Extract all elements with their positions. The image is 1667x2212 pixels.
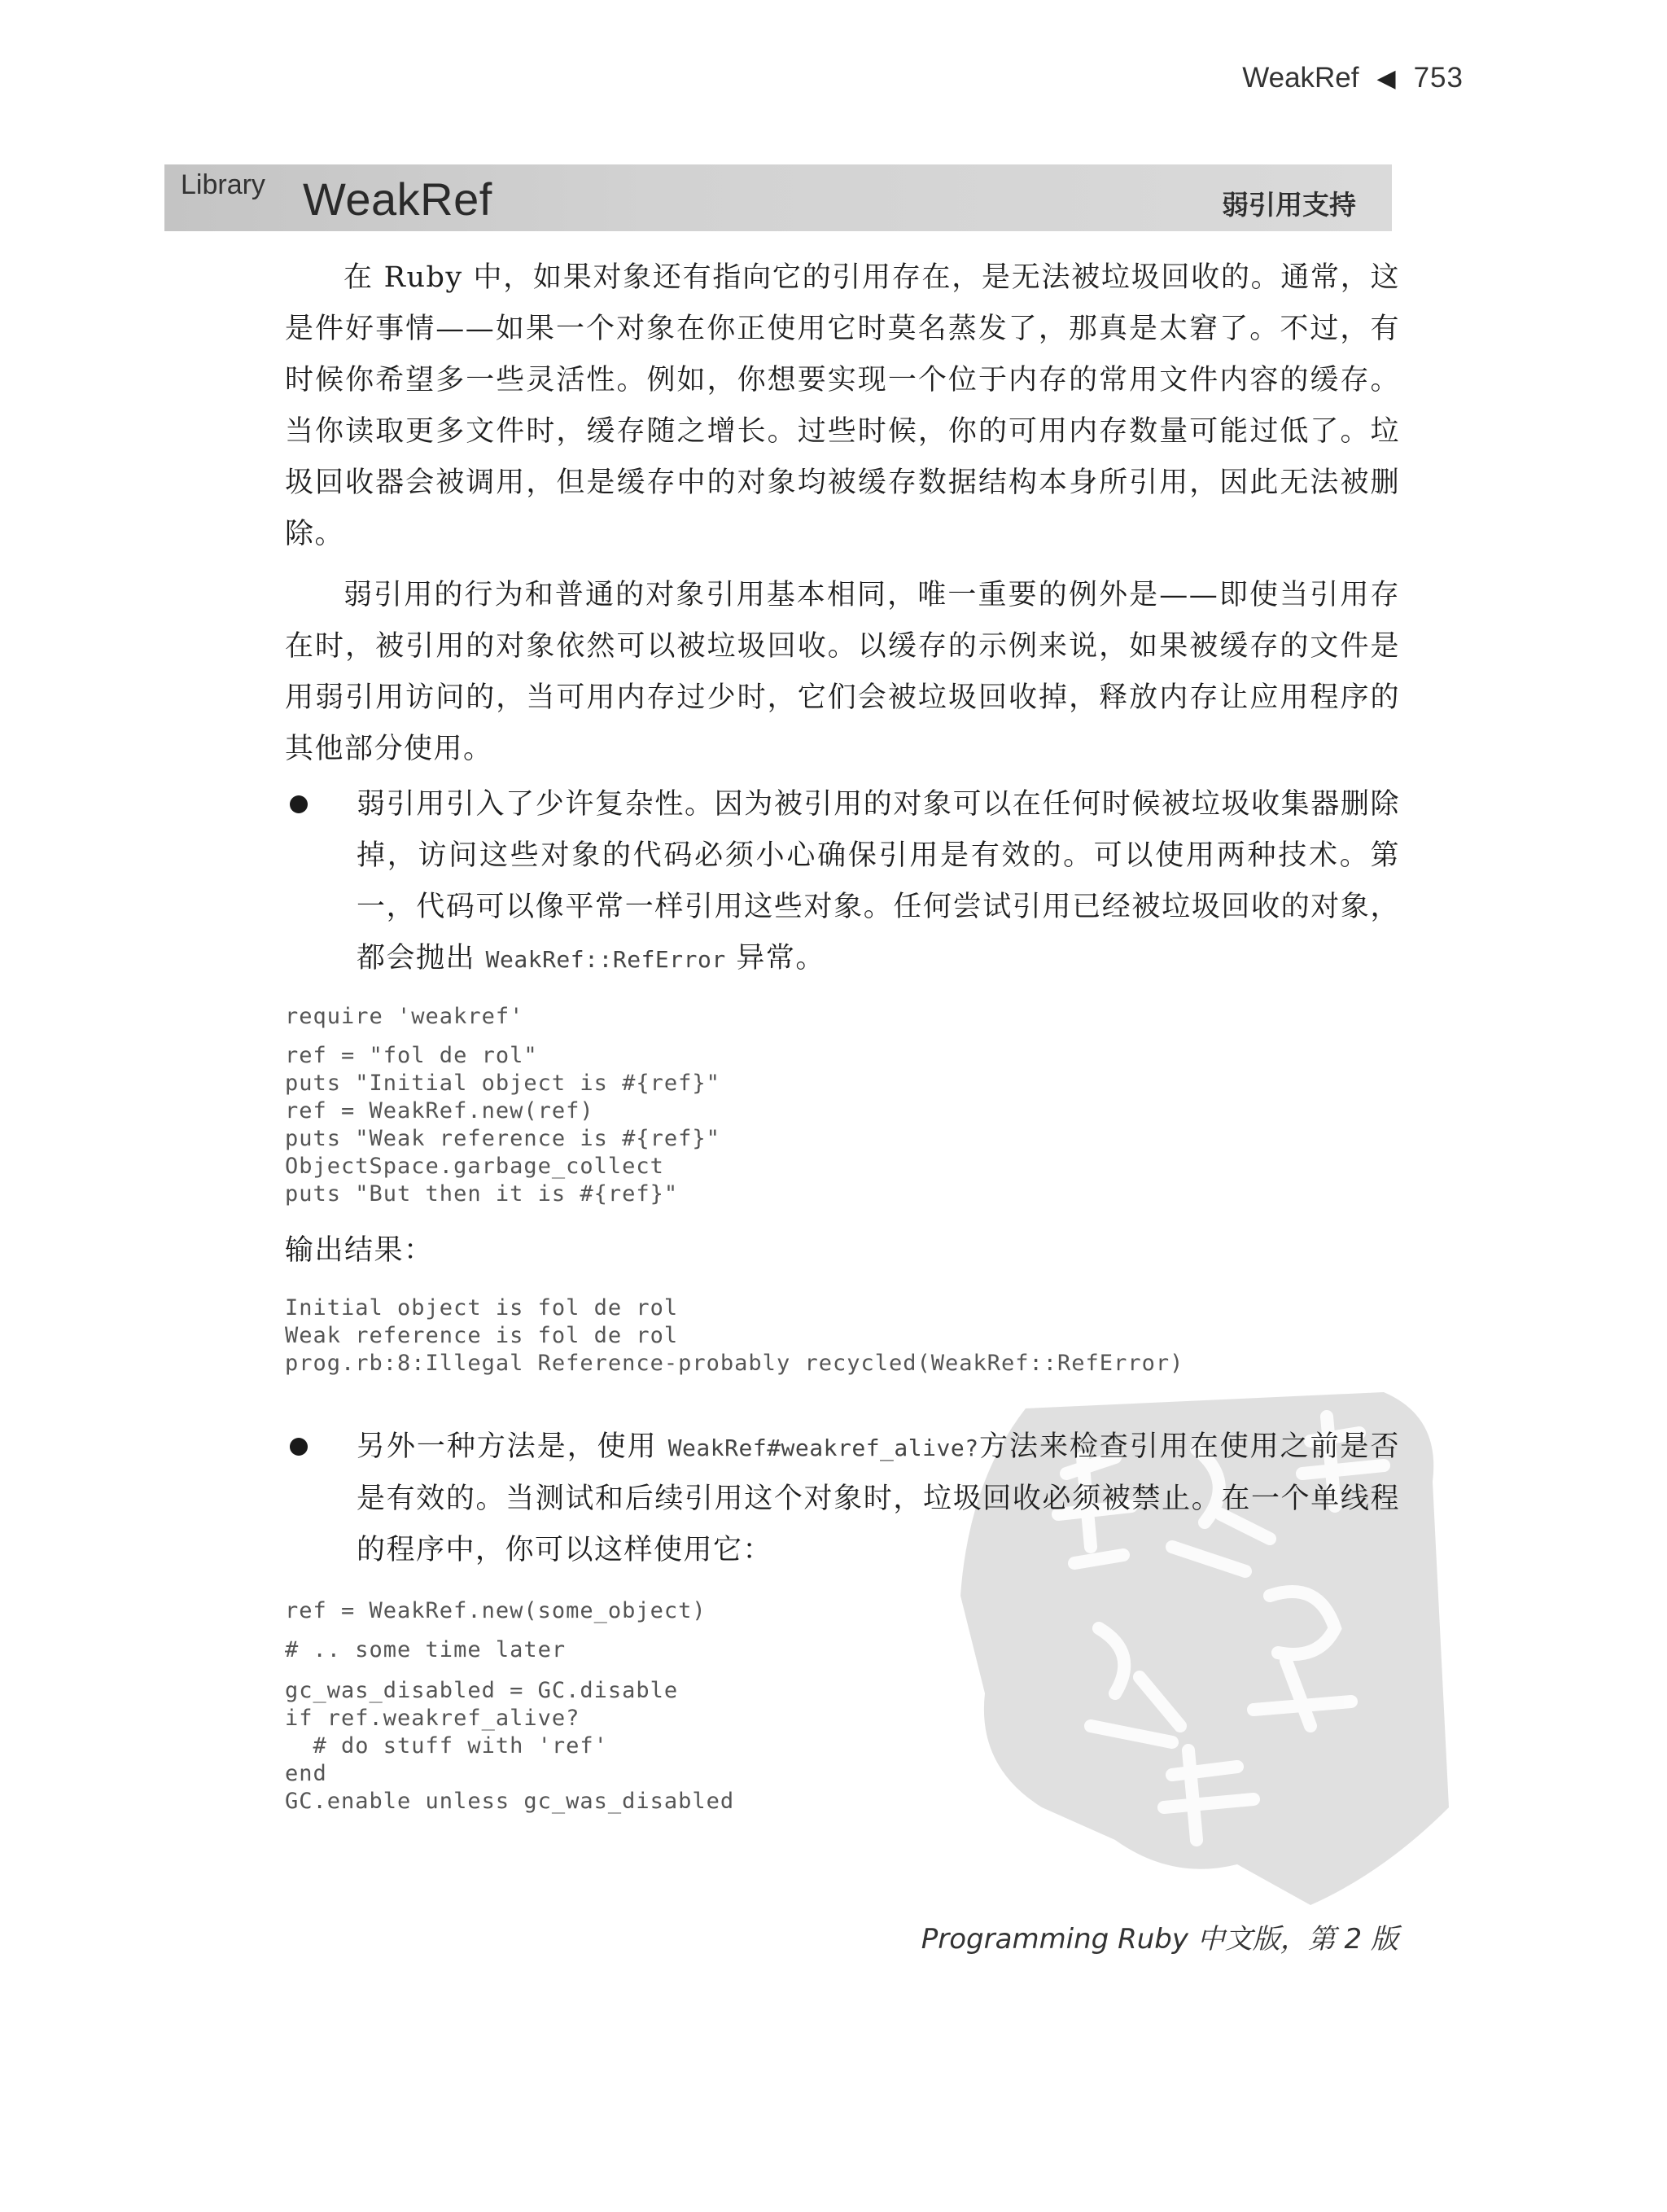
code-require-line: require 'weakref' [285, 1004, 524, 1029]
banner-subtitle: 弱引用支持 [1222, 189, 1356, 221]
bullet-1-text [357, 779, 1400, 985]
code-comment-line: # .. some time later [285, 1637, 567, 1662]
paragraph-2: 弱引用的行为和普通的对象引用基本相同，唯一重要的例外是——即使当引用存在时，被引用的对象依然可以被垃圾回收。以缓存的示例来说，如果被缓存的文件是用弱引用访问的，当可用内存过少时，它们会被垃圾回收掉，释放内存让应用程序的其他部分使用。 [285, 579, 1400, 765]
banner-label: Library [181, 169, 265, 200]
paragraph-1: 在 Ruby 中，如果对象还有指向它的引用存在，是无法被垃圾回收的。通常，这是件好事情——如果一个对象在你正使用它时莫名蒸发了，那真是太窘了。不过，有时候你希望多一些灵活性。例如，你想要实现一个位于内存的常用文件内容的缓存。当你读取更多文件时，缓存随之增长。过些时候，你的可用内存数量可能过低了。垃圾回收器会被调用，但是缓存中的对象均被缓存数据结构本身所引用，因此无法被删除。 [285, 261, 1400, 550]
bullet-icon [290, 795, 308, 813]
output-example-1: Initial object is fol de rol Weak reference is fol de rol prog.rb:8:Illegal Reference-probably recycled(WeakRef::RefError) [285, 1295, 1184, 1376]
running-head-section: WeakRef [1242, 62, 1359, 94]
bullet-1-after: 异常。 [725, 942, 825, 975]
page-number: 753 [1413, 62, 1464, 94]
code-example-1: ref = "fol de rol" puts "Initial object is #{ref}" ref = WeakRef.new(ref) puts "Weak reference is #{ref}" ObjectSpace.garbage_collect puts "But then it is #{ref}" [285, 1043, 720, 1207]
output-label: 输出结果： [285, 1234, 434, 1267]
bullet-2-after: 方法来检查引用在使用之前是否是有效的。当测试和后续引用这个对象时，垃圾回收必须被禁止。在一个单线程的程序中，你可以这样使用它： [357, 1430, 1400, 1566]
bullet-2-text [357, 1421, 1400, 1576]
bullet-1-code: WeakRef::RefError [485, 946, 726, 973]
bullet-1-before: 弱引用引入了少许复杂性。因为被引用的对象可以在任何时候被垃圾收集器删除掉，访问这些对象的代码必须小心确保引用是有效的。可以使用两种技术。第一，代码可以像平常一样引用这些对象。任何尝试引用已经被垃圾回收的对象，都会抛出 [357, 788, 1400, 975]
footer-book-title: Programming Ruby 中文版，第 2 版 [921, 1923, 1398, 1956]
banner-title: WeakRef [303, 173, 492, 225]
bullet-2-code: WeakRef#weakref_alive? [667, 1435, 979, 1461]
bullet-2-before: 另外一种方法是，使用 [357, 1430, 668, 1463]
bullet-icon [290, 1438, 308, 1456]
code-example-2: gc_was_disabled = GC.disable if ref.weakref_alive? # do stuff with 'ref' end GC.enable unless gc_was_disabled [285, 1678, 735, 1814]
left-arrow-icon: ◀ [1376, 64, 1396, 92]
running-head [1242, 62, 1464, 94]
library-banner [164, 164, 1392, 231]
code-weakref-new-line: ref = WeakRef.new(some_object) [285, 1598, 707, 1623]
